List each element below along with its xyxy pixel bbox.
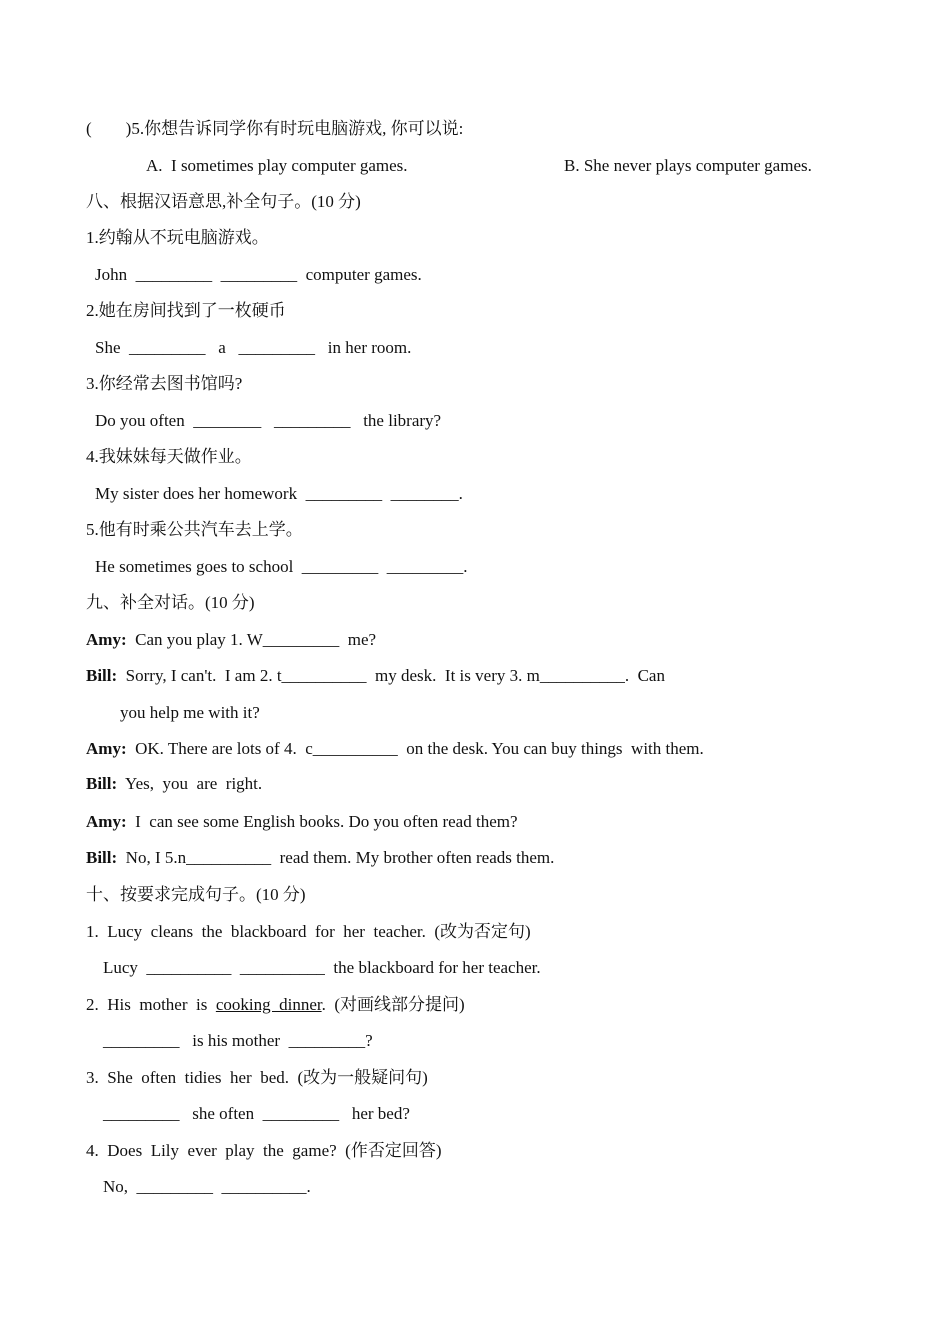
dialogue-line-5 bbox=[86, 773, 262, 795]
dialogue-speaker: Amy: bbox=[86, 630, 127, 649]
dialogue-text: you help me with it? bbox=[120, 703, 260, 722]
dialogue-speaker: Bill: bbox=[86, 774, 118, 793]
section10-q2-stem bbox=[86, 994, 465, 1016]
section8-heading: 八、根据汉语意思,补全句子。(10 分) bbox=[86, 192, 361, 211]
dialogue-speaker: Bill: bbox=[86, 848, 118, 867]
section9-heading: 九、补全对话。(10 分) bbox=[86, 593, 255, 612]
dialogue-text: OK. There are lots of 4. c__________ on the desk. You can buy things with them. bbox=[126, 739, 704, 758]
q2-stem-post: . (对画线部分提问) bbox=[321, 995, 465, 1014]
q7-item5-option-b: B. She never plays computer games. bbox=[564, 156, 812, 175]
dialogue-speaker: Bill: bbox=[86, 666, 118, 685]
section8-item-5-en: He sometimes goes to school _________ _________. bbox=[95, 557, 468, 576]
section10-q4-stem: 4. Does Lily ever play the game? (作否定回答) bbox=[86, 1141, 442, 1160]
dialogue-text: Sorry, I can't. I am 2. t__________ my desk. It is very 3. m__________. Can bbox=[117, 666, 665, 685]
dialogue-text: I can see some English books. Do you often read them? bbox=[126, 812, 518, 831]
q2-stem-pre: 2. His mother is bbox=[86, 995, 216, 1014]
q7-item5-option-a: A. I sometimes play computer games. bbox=[146, 156, 408, 175]
section8-item-2-en: She _________ a _________ in her room. bbox=[95, 338, 412, 357]
dialogue-line-2 bbox=[86, 665, 665, 687]
dialogue-text: Can you play 1. W_________ me? bbox=[126, 630, 377, 649]
dialogue-line-4 bbox=[86, 738, 704, 760]
dialogue-line-3 bbox=[120, 702, 260, 724]
section10-q3-answer: _________ she often _________ her bed? bbox=[103, 1104, 410, 1123]
section8-item-1-en: John _________ _________ computer games. bbox=[95, 265, 422, 284]
section8-item-1-cn: 1.约翰从不玩电脑游戏。 bbox=[86, 228, 269, 247]
dialogue-text: No, I 5.n__________ read them. My brother often reads them. bbox=[117, 848, 555, 867]
section8-item-4-cn: 4.我妹妹每天做作业。 bbox=[86, 447, 252, 466]
section10-q4-answer: No, _________ __________. bbox=[103, 1177, 311, 1196]
section8-item-3-en: Do you often ________ _________ the library? bbox=[95, 411, 442, 430]
section10-q2-answer: _________ is his mother _________? bbox=[103, 1031, 373, 1050]
section10-q1-stem: 1. Lucy cleans the blackboard for her teacher. (改为否定句) bbox=[86, 922, 531, 941]
q7-item5-stem: ( )5.你想告诉同学你有时玩电脑游戏, 你可以说: bbox=[86, 119, 464, 138]
section8-item-4-en: My sister does her homework _________ ________. bbox=[95, 484, 463, 503]
section10-heading: 十、按要求完成句子。(10 分) bbox=[86, 885, 306, 904]
section10-q1-answer: Lucy __________ __________ the blackboard for her teacher. bbox=[103, 958, 541, 977]
dialogue-speaker: Amy: bbox=[86, 812, 127, 831]
section8-item-3-cn: 3.你经常去图书馆吗? bbox=[86, 374, 243, 393]
dialogue-speaker: Amy: bbox=[86, 739, 127, 758]
section8-item-2-cn: 2.她在房间找到了一枚硬币 bbox=[86, 301, 286, 320]
dialogue-line-7 bbox=[86, 847, 554, 869]
section10-q3-stem: 3. She often tidies her bed. (改为一般疑问句) bbox=[86, 1068, 428, 1087]
dialogue-line-6 bbox=[86, 811, 518, 833]
dialogue-text: Yes, you are right. bbox=[117, 774, 263, 793]
section8-item-5-cn: 5.他有时乘公共汽车去上学。 bbox=[86, 520, 303, 539]
dialogue-line-1 bbox=[86, 629, 376, 651]
q2-underlined-phrase: cooking dinner bbox=[215, 995, 322, 1014]
